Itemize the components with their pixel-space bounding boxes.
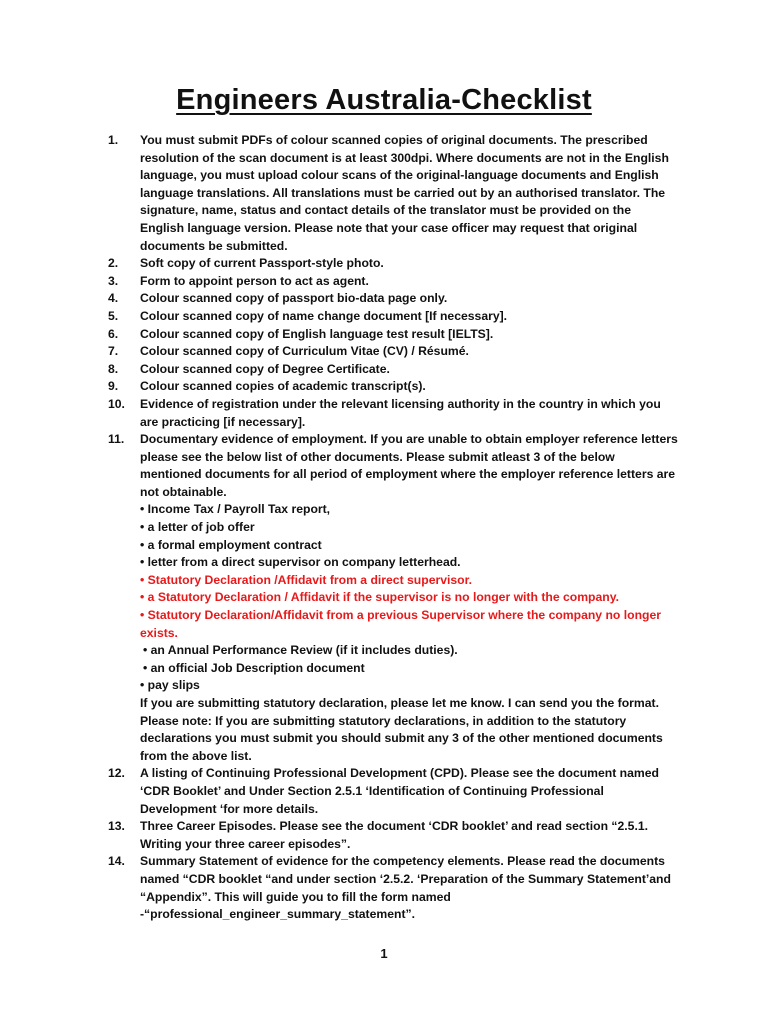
checklist-item-12	[108, 765, 678, 818]
item-number: 7.	[108, 344, 119, 359]
item-text: Form to appoint person to act as agent.	[140, 273, 369, 288]
item-text: Documentary evidence of employment. If you are unable to obtain employer reference letters please see the below list of other documents. Please submit atleast 3 of the below mentioned documents for all period of employment where the employer reference letters are not obtainable.	[140, 432, 678, 499]
statutory-declaration-note: If you are submitting statutory declaration, please let me know. I can send you the format.	[140, 696, 659, 710]
evidence-bullet: • Income Tax / Payroll Tax report,	[140, 502, 331, 517]
checklist-item-14	[108, 853, 678, 923]
evidence-bullet-highlighted: • Statutory Declaration/Affidavit from a previous Supervisor where the company no longer exists.	[140, 608, 661, 640]
please-note-paragraph: Please note: If you are submitting statutory declarations, in addition to the statutory declarations you must submit you should submit any 3 of the other mentioned documents from the above list.	[140, 713, 663, 763]
item-text: A listing of Continuing Professional Development (CPD). Please see the document named ‘CDR Booklet’ and Under Section 2.5.1 ‘Identification of Continuing Professional Development ‘for more details.	[140, 766, 659, 816]
item-text: Colour scanned copy of passport bio-data page only.	[140, 291, 448, 306]
item-number: 2.	[108, 256, 119, 271]
item-number: 12.	[108, 766, 125, 781]
page-number: 1	[380, 946, 388, 961]
item-number: 14.	[108, 854, 125, 869]
item-number: 4.	[108, 291, 119, 306]
checklist-item-13	[108, 818, 678, 853]
item-text: Colour scanned copy of Degree Certificate.	[140, 361, 390, 376]
item-text: Soft copy of current Passport-style photo.	[140, 256, 384, 271]
item-text: Colour scanned copy of English language test result [IELTS].	[140, 326, 494, 341]
evidence-bullet: • a letter of job offer	[140, 520, 255, 535]
checklist-item-1	[108, 132, 678, 255]
document-title: Engineers Australia-Checklist	[176, 84, 592, 116]
checklist-item-7	[108, 343, 678, 361]
evidence-bullet: • pay slips	[140, 678, 200, 693]
checklist-item-11	[108, 431, 678, 765]
item-text: Summary Statement of evidence for the competency elements. Please read the documents named “CDR booklet “and under section ‘2.5.2. ‘Preparation of the Summary Statement’and “Appendix”. This will guide you to fill the form named -“professional_engineer_summary_statement”.	[140, 854, 671, 922]
checklist-item-8	[108, 361, 678, 379]
item-text: Evidence of registration under the relevant licensing authority in the country in which you are practicing [if necessary].	[140, 396, 661, 429]
item-number: 10.	[108, 396, 125, 411]
evidence-bullet: • a formal employment contract	[140, 537, 322, 552]
evidence-bullet: • letter from a direct supervisor on company letterhead.	[140, 555, 461, 570]
item-text: Colour scanned copies of academic transcript(s).	[140, 379, 426, 394]
item-text: Colour scanned copy of Curriculum Vitae (CV) / Résumé.	[140, 344, 469, 359]
item-number: 8.	[108, 361, 119, 376]
checklist-item-3	[108, 273, 678, 291]
checklist-item-2	[108, 255, 678, 273]
evidence-bullet: • an Annual Performance Review (if it includes duties).	[143, 643, 458, 658]
checklist-item-10	[108, 396, 678, 431]
item-text: Colour scanned copy of name change document [If necessary].	[140, 308, 508, 323]
checklist	[108, 132, 678, 924]
checklist-item-5	[108, 308, 678, 326]
checklist-item-6	[108, 326, 678, 344]
item-number: 9.	[108, 379, 119, 394]
item-number: 6.	[108, 326, 119, 341]
checklist-item-4	[108, 290, 678, 308]
item-number: 3.	[108, 273, 119, 288]
item-number: 1.	[108, 133, 119, 147]
item-number: 5.	[108, 308, 119, 323]
item-number: 13.	[108, 819, 125, 834]
item-text: Three Career Episodes. Please see the document ‘CDR booklet’ and read section “2.5.1. Writing your three career episodes”.	[140, 819, 648, 851]
evidence-bullet-highlighted: • a Statutory Declaration / Affidavit if the supervisor is no longer with the company.	[140, 590, 619, 605]
evidence-bullet-highlighted: • Statutory Declaration /Affidavit from a direct supervisor.	[140, 572, 473, 587]
checklist-item-9	[108, 378, 678, 396]
item-number: 11.	[108, 432, 125, 447]
evidence-bullet: • an official Job Description document	[143, 660, 365, 675]
item-text: You must submit PDFs of colour scanned copies of original documents. The prescribed resolution of the scan document is at least 300dpi. Where documents are not in the English language, you must upload colour scans of the original-language documents and English language translations. All translations must be carried out by an authorised translator. The signature, name, status and contact details of the translator must be provided on the English language version. Please note that your case officer may request that original documents be submitted.	[140, 133, 669, 253]
